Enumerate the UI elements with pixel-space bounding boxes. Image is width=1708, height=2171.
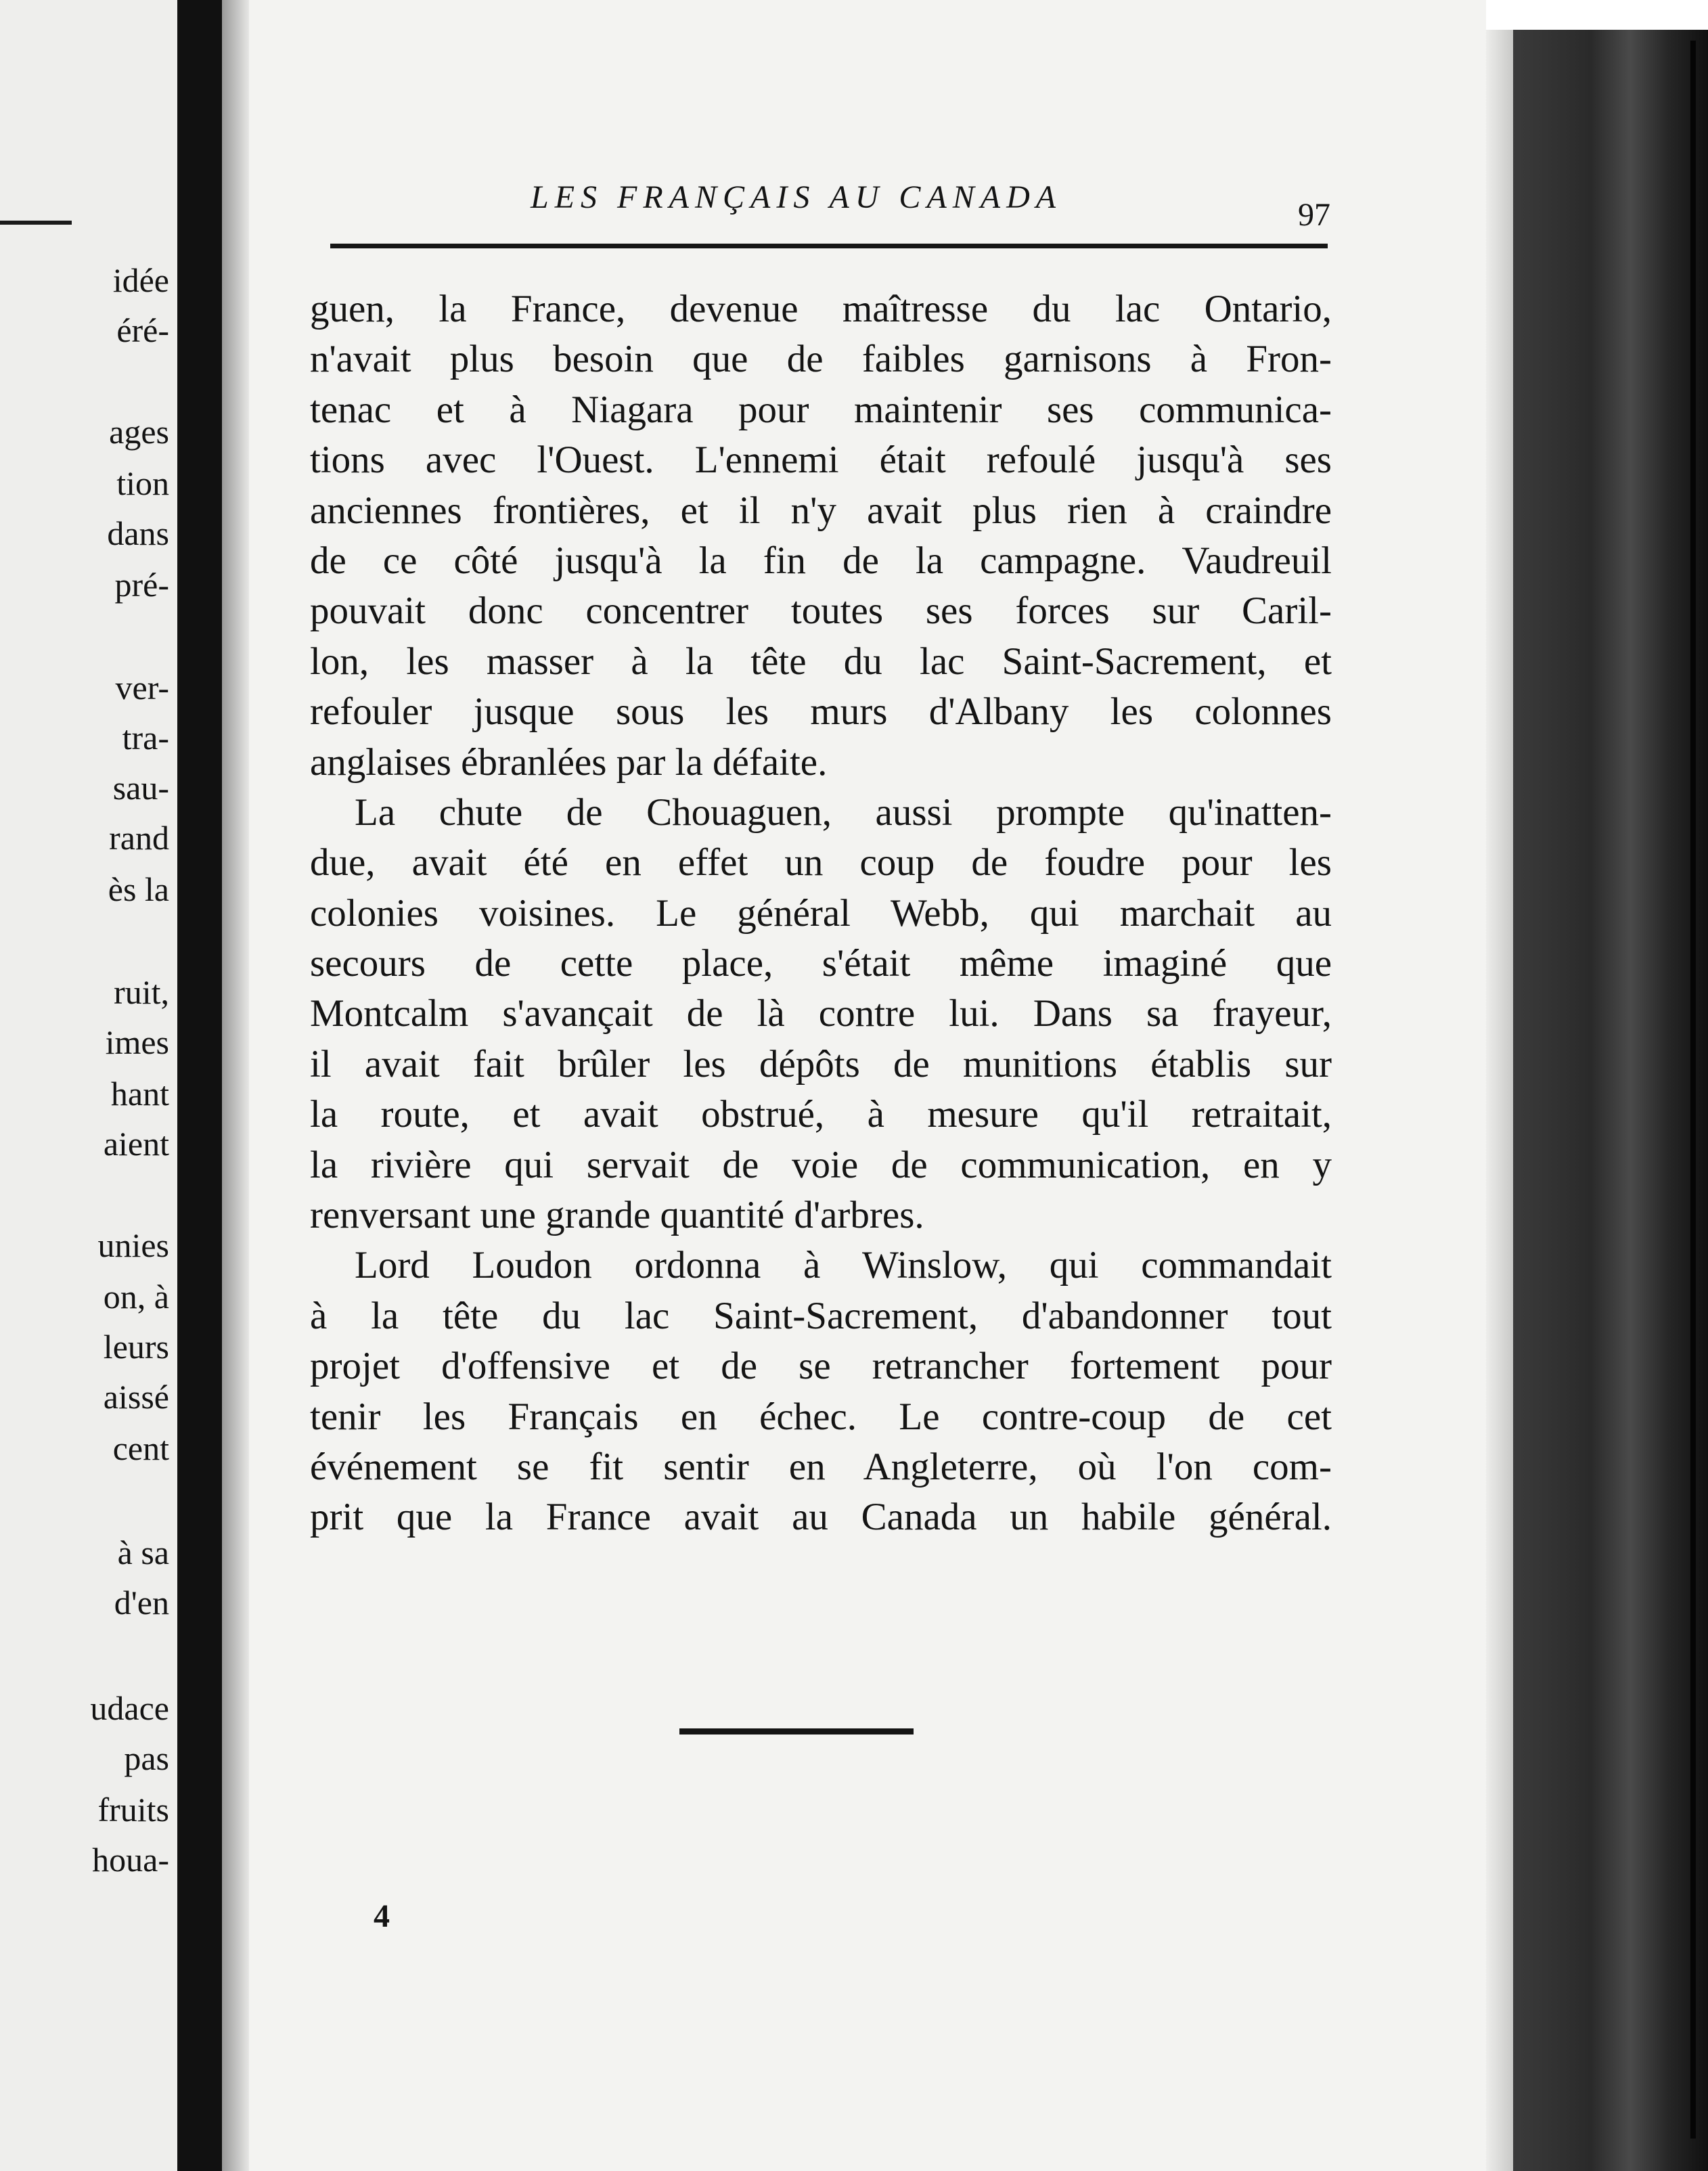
previous-page-fragment: d'en: [114, 1584, 169, 1621]
paragraph: [310, 788, 1332, 1241]
running-header: LES FRANÇAIS AU CANADA: [531, 179, 1062, 215]
text-line: la route, et avait obstrué, à mesure qu'il retraitait,: [310, 1093, 1332, 1136]
previous-page-fragment: ages: [109, 413, 169, 451]
previous-page-fragment: tion: [116, 464, 169, 502]
text-line: anglaises ébranlées par la défaite.: [310, 740, 828, 784]
text-line: projet d'offensive et de se retrancher fortement pour: [310, 1345, 1332, 1388]
previous-page-fragment: rand: [109, 819, 169, 857]
previous-page-fragment: leurs: [103, 1328, 169, 1366]
text-line: secours de cette place, s'était même imaginé que: [310, 942, 1332, 985]
text-line: tenac et à Niagara pour maintenir ses communica-: [310, 388, 1332, 431]
book-edge-line: [1690, 41, 1696, 2139]
text-line: pouvait donc concentrer toutes ses forces sur Caril-: [310, 589, 1332, 633]
body-text: [310, 284, 1332, 1543]
paragraph: [310, 284, 1332, 788]
previous-page-fragment: idée: [112, 261, 169, 299]
text-line: prit que la France avait au Canada un habile général.: [310, 1496, 1332, 1539]
paragraph: [310, 1240, 1332, 1542]
text-line: n'avait plus besoin que de faibles garnisons à Fron-: [310, 338, 1332, 381]
previous-page-fragment: on, à: [103, 1278, 169, 1316]
book-gutter: [177, 0, 222, 2171]
text-line: il avait fait brûler les dépôts de munitions établis sur: [310, 1042, 1332, 1086]
previous-page-fragment: tra-: [122, 719, 169, 757]
previous-page-fragment: imes: [105, 1023, 169, 1061]
signature-mark: 4: [374, 1898, 390, 1934]
text-line: anciennes frontières, et il n'y avait plus rien à craindre: [310, 489, 1332, 532]
text-line: refouler jusque sous les murs d'Albany les colonnes: [310, 690, 1332, 734]
previous-page-fragment: pas: [124, 1739, 169, 1777]
text-line: La chute de Chouaguen, aussi prompte qu'inatten-: [355, 790, 1332, 834]
previous-page-fragment: à sa: [117, 1534, 169, 1571]
text-line: guen, la France, devenue maîtresse du lac Ontario,: [310, 288, 1332, 330]
page-number: 97: [1298, 197, 1330, 233]
previous-page-fragment: ès la: [108, 870, 169, 908]
previous-page-fragment: unies: [97, 1226, 169, 1264]
text-line: événement se fit sentir en Angleterre, où l'on com-: [310, 1445, 1332, 1488]
text-line: à la tête du lac Saint-Sacrement, d'abandonner tout: [310, 1294, 1332, 1337]
previous-page-fragment: aissé: [103, 1378, 169, 1416]
previous-page-fragment: pré-: [114, 566, 169, 604]
section-end-rule: [679, 1728, 914, 1734]
previous-page-fragment: aient: [103, 1125, 169, 1163]
previous-page-fragment: éré-: [116, 311, 169, 349]
text-line: renversant une grande quantité d'arbres.: [310, 1194, 924, 1237]
gutter-shadow: [222, 0, 249, 2171]
previous-page-fragment: sau-: [112, 769, 169, 807]
text-line: colonies voisines. Le général Webb, qui marchait au: [310, 891, 1332, 935]
previous-page-fragment: ruit,: [114, 973, 169, 1011]
text-line: tenir les Français en échec. Le contre-coup de cet: [310, 1395, 1332, 1438]
text-line: de ce côté jusqu'à la fin de la campagne. Vaudreuil: [310, 539, 1332, 582]
previous-page-fragment: dans: [107, 514, 169, 552]
text-line: tions avec l'Ouest. L'ennemi était refoulé jusqu'à ses: [310, 439, 1332, 482]
header-rule: [330, 244, 1328, 248]
previous-page-edge: [0, 0, 177, 2171]
previous-page-fragment: houa-: [92, 1841, 169, 1879]
text-line: la rivière qui servait de voie de communication, en y: [310, 1143, 1332, 1186]
text-line: Montcalm s'avançait de là contre lui. Dans sa frayeur,: [310, 992, 1332, 1035]
text-line: Lord Loudon ordonna à Winslow, qui commandait: [355, 1244, 1332, 1287]
previous-page-rule: [0, 221, 72, 225]
previous-page-fragment: hant: [110, 1075, 169, 1113]
previous-page-fragment: cent: [112, 1429, 169, 1467]
book-fore-edge: [1513, 0, 1708, 2171]
text-line: lon, les masser à la tête du lac Saint-Sacrement, et: [310, 640, 1332, 683]
previous-page-fragment: udace: [90, 1689, 169, 1727]
page-edge-shadow: [1486, 0, 1513, 2171]
text-line: due, avait été en effet un coup de foudre pour les: [310, 841, 1332, 885]
previous-page-fragment: ver-: [115, 669, 169, 707]
previous-page-fragment: fruits: [97, 1791, 169, 1829]
scan-margin: [1486, 0, 1708, 30]
